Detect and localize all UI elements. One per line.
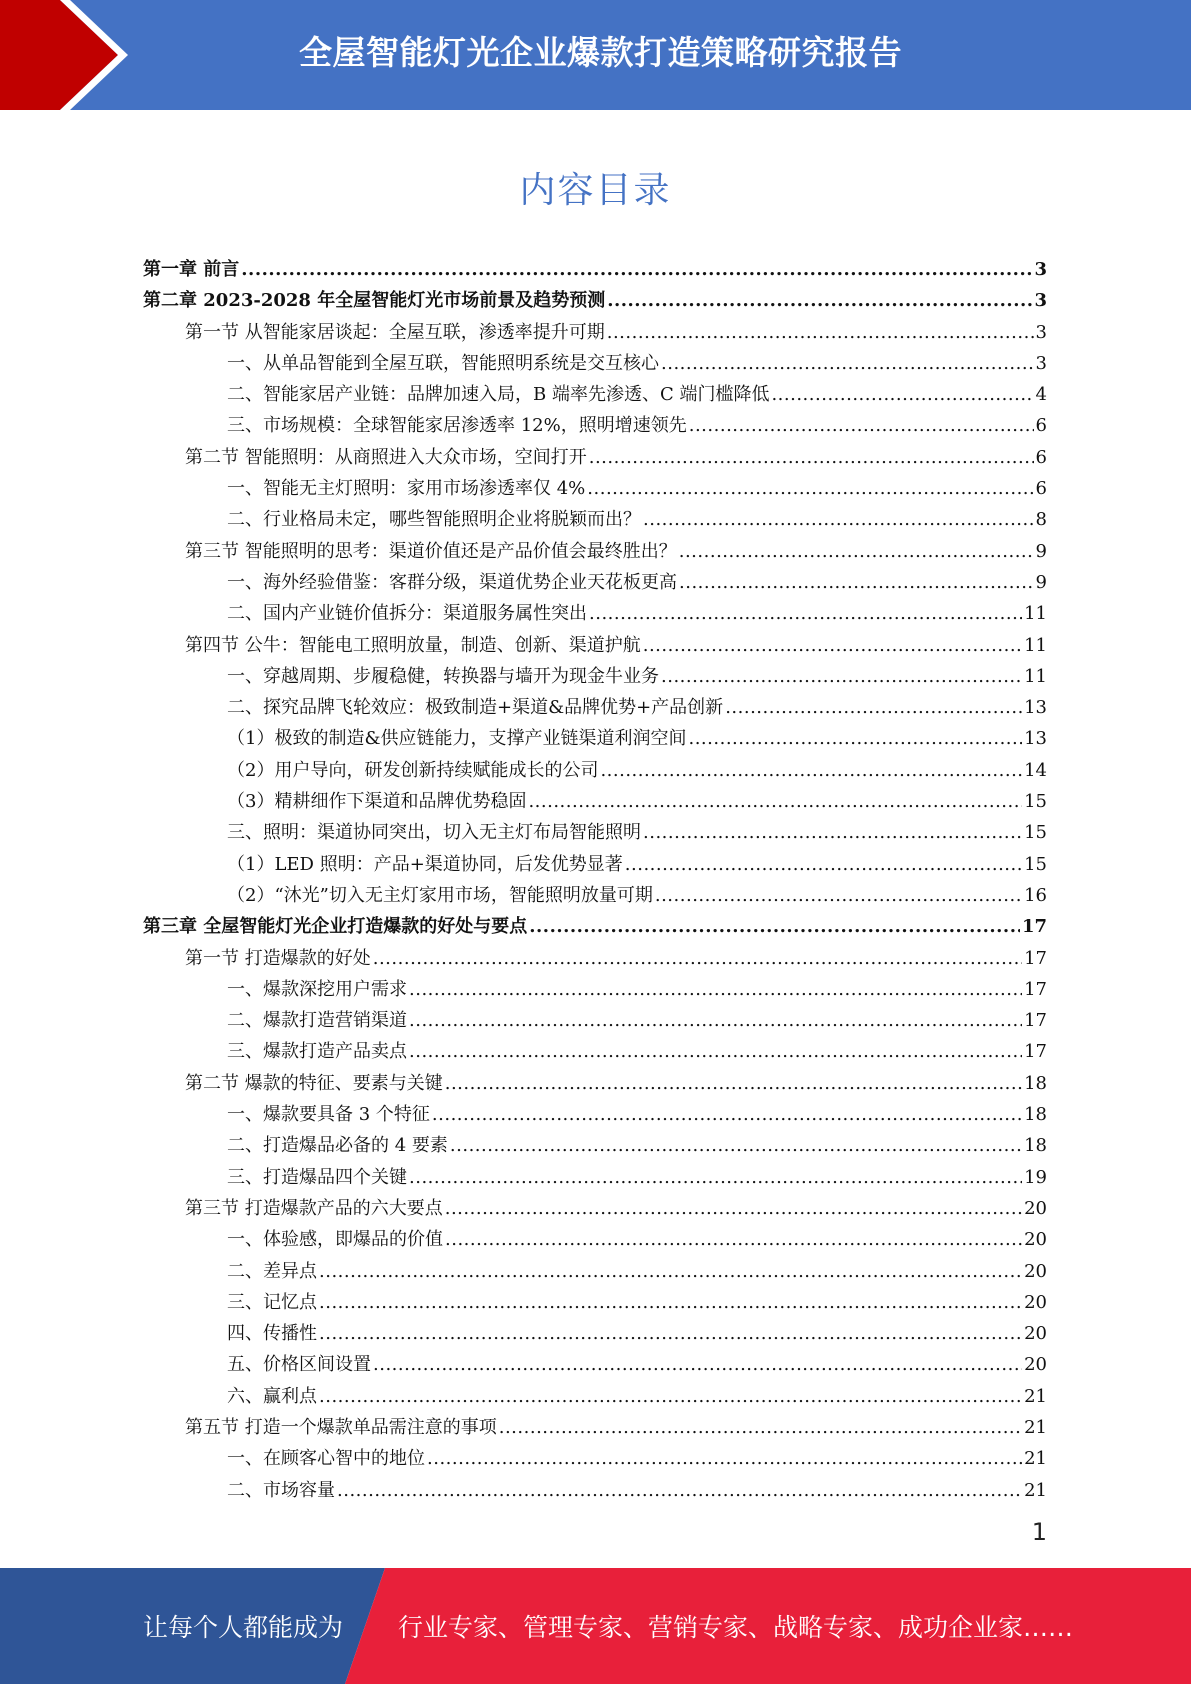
footer-slogan-left: 让每个人都能成为	[143, 1613, 344, 1642]
toc-entry-label: 四、传播性	[227, 1323, 317, 1345]
toc-entry[interactable]	[143, 661, 1047, 692]
toc-entry-page: 17	[1024, 978, 1047, 1000]
toc-entry-page: 21	[1024, 1479, 1047, 1501]
toc-dot-leader	[319, 1318, 1022, 1349]
toc-entry[interactable]	[143, 379, 1047, 410]
toc-entry-page: 18	[1024, 1072, 1047, 1094]
toc-entry[interactable]	[143, 817, 1047, 848]
toc-entry[interactable]	[143, 630, 1047, 661]
toc-entry[interactable]	[143, 1099, 1047, 1130]
toc-entry[interactable]	[143, 723, 1047, 754]
toc-entry-label: 三、爆款打造产品卖点	[227, 1041, 407, 1063]
toc-entry[interactable]	[143, 1130, 1047, 1161]
toc-dot-leader	[661, 661, 1022, 692]
toc-entry-label: （2）用户导向，研发创新持续赋能成长的公司	[227, 759, 599, 781]
toc-entry-label: 二、探究品牌飞轮效应：极致制造+渠道&品牌优势+产品创新	[227, 697, 724, 719]
toc-entry-page: 3	[1034, 290, 1047, 312]
toc-entry[interactable]	[143, 1068, 1047, 1099]
toc-entry-page: 15	[1024, 791, 1047, 813]
toc-entry[interactable]	[143, 1162, 1047, 1193]
toc-entry-label: 二、爆款打造营销渠道	[227, 1010, 407, 1032]
toc-entry-label: 一、爆款深挖用户需求	[227, 978, 407, 1000]
toc-entry-page: 11	[1024, 603, 1047, 625]
toc-entry-label: 二、打造爆品必备的 4 要素	[227, 1135, 448, 1157]
header-banner	[0, 0, 1191, 110]
toc-entry-label: 一、穿越周期、步履稳健，转换器与墙开为现金牛业务	[227, 665, 659, 687]
toc-entry-page: 11	[1024, 665, 1047, 687]
toc-entry-label: 第二节 爆款的特征、要素与关键	[185, 1072, 443, 1094]
toc-entry[interactable]	[143, 254, 1047, 285]
toc-entry-page: 14	[1024, 759, 1047, 781]
toc-dot-leader	[319, 1287, 1022, 1318]
toc-entry-label: 六、赢利点	[227, 1385, 317, 1407]
toc-dot-leader	[373, 943, 1022, 974]
toc-entry-page: 9	[1035, 540, 1047, 562]
toc-dot-leader	[432, 1099, 1022, 1130]
toc-entry-label: 一、从单品智能到全屋互联，智能照明系统是交互核心	[227, 352, 659, 374]
toc-entry-page: 6	[1035, 478, 1047, 500]
toc-entry[interactable]	[143, 1318, 1047, 1349]
toc-entry-label: 一、智能无主灯照明：家用市场渗透率仅 4%	[227, 478, 586, 500]
toc-entry-label: 第三节 打造爆款产品的六大要点	[185, 1197, 443, 1219]
toc-dot-leader	[607, 317, 1034, 348]
toc-entry[interactable]	[143, 1287, 1047, 1318]
toc-entry[interactable]	[143, 1443, 1047, 1474]
toc-entry-label: （3）精耕细作下渠道和品牌优势稳固	[227, 791, 527, 813]
toc-entry[interactable]	[143, 849, 1047, 880]
toc-entry-label: 一、海外经验借鉴：客群分级，渠道优势企业天花板更高	[227, 571, 677, 593]
toc-entry-label: 一、在顾客心智中的地位	[227, 1448, 425, 1470]
toc-entry[interactable]	[143, 943, 1047, 974]
toc-dot-leader	[427, 1443, 1022, 1474]
toc-entry-page: 6	[1035, 415, 1047, 437]
toc-entry-page: 20	[1024, 1354, 1047, 1376]
table-of-contents	[143, 254, 1047, 1506]
toc-dot-leader	[319, 1381, 1022, 1412]
toc-entry-label: 第三章 全屋智能灯光企业打造爆款的好处与要点	[143, 916, 528, 938]
toc-entry-label: 二、差异点	[227, 1260, 317, 1282]
toc-entry[interactable]	[143, 1381, 1047, 1412]
toc-entry-page: 13	[1024, 697, 1047, 719]
toc-entry-page: 3	[1035, 321, 1047, 343]
toc-entry-page: 21	[1024, 1448, 1047, 1470]
toc-dot-leader	[445, 1193, 1022, 1224]
toc-entry-page: 15	[1024, 822, 1047, 844]
footer-slogan-right: 行业专家、管理专家、营销专家、战略专家、成功企业家……	[398, 1613, 1074, 1642]
toc-entry-page: 13	[1024, 728, 1047, 750]
toc-entry[interactable]	[143, 911, 1047, 942]
toc-dot-leader	[661, 348, 1034, 379]
toc-entry-label: 五、价格区间设置	[227, 1354, 371, 1376]
toc-dot-leader	[625, 849, 1022, 880]
toc-entry-page: 4	[1035, 384, 1047, 406]
toc-entry-label: 第二节 智能照明：从商照进入大众市场，空间打开	[185, 446, 587, 468]
toc-entry-page: 9	[1035, 571, 1047, 593]
toc-entry-label: 第三节 智能照明的思考：渠道价值还是产品价值会最终胜出？	[185, 540, 677, 562]
toc-entry[interactable]	[143, 442, 1047, 473]
toc-entry[interactable]	[143, 880, 1047, 911]
toc-entry[interactable]	[143, 1349, 1047, 1380]
toc-dot-leader	[445, 1068, 1022, 1099]
toc-entry-page: 18	[1024, 1135, 1047, 1157]
toc-entry-page: 20	[1024, 1260, 1047, 1282]
toc-entry[interactable]	[143, 1256, 1047, 1287]
toc-heading: 内容目录	[519, 170, 672, 211]
toc-dot-leader	[679, 567, 1034, 598]
toc-entry[interactable]	[143, 504, 1047, 535]
toc-dot-leader	[643, 630, 1022, 661]
toc-entry-page: 16	[1024, 884, 1047, 906]
toc-entry-page: 8	[1035, 509, 1047, 531]
toc-dot-leader	[771, 379, 1033, 410]
toc-entry-label: 第五节 打造一个爆款单品需注意的事项	[185, 1416, 497, 1438]
toc-entry[interactable]	[143, 1036, 1047, 1067]
toc-dot-leader	[528, 786, 1022, 817]
toc-dot-leader	[529, 911, 1020, 942]
toc-entry-label: （2）“沐光”切入无主灯家用市场，智能照明放量可期	[227, 884, 653, 906]
toc-dot-leader	[319, 1256, 1022, 1287]
footer-banner	[0, 1568, 1191, 1684]
toc-entry-label: 第一章 前言	[143, 259, 240, 280]
toc-entry-label: （1）LED 照明：产品+渠道协同，后发优势显著	[227, 853, 623, 875]
toc-entry-page: 20	[1024, 1323, 1047, 1345]
toc-dot-leader	[655, 880, 1022, 911]
toc-entry-page: 18	[1024, 1104, 1047, 1126]
toc-dot-leader	[679, 536, 1034, 567]
toc-entry[interactable]	[143, 536, 1047, 567]
toc-entry-label: 二、国内产业链价值拆分：渠道服务属性突出	[227, 603, 587, 625]
toc-dot-leader	[600, 755, 1022, 786]
toc-entry[interactable]	[143, 974, 1047, 1005]
toc-entry-label: 第四节 公牛：智能电工照明放量，制造、创新、渠道护航	[185, 634, 641, 656]
toc-dot-leader	[643, 504, 1034, 535]
toc-entry-page: 21	[1024, 1416, 1047, 1438]
toc-dot-leader	[607, 285, 1032, 316]
toc-entry-label: 一、爆款要具备 3 个特征	[227, 1104, 430, 1126]
toc-entry-page: 17	[1024, 947, 1047, 969]
toc-entry-page: 17	[1021, 916, 1047, 938]
toc-entry-label: 三、记忆点	[227, 1291, 317, 1313]
toc-entry-page: 17	[1024, 1010, 1047, 1032]
toc-dot-leader	[499, 1412, 1022, 1443]
toc-entry-page: 3	[1035, 352, 1047, 374]
toc-dot-leader	[373, 1349, 1022, 1380]
toc-entry[interactable]	[143, 692, 1047, 723]
toc-entry-label: 一、体验感，即爆品的价值	[227, 1229, 443, 1251]
toc-dot-leader	[409, 1036, 1022, 1067]
toc-entry-label: 第一节 打造爆款的好处	[185, 947, 371, 969]
toc-entry-page: 17	[1024, 1041, 1047, 1063]
toc-dot-leader	[589, 442, 1034, 473]
toc-dot-leader	[409, 1162, 1022, 1193]
toc-dot-leader	[337, 1475, 1022, 1506]
toc-entry-label: （1）极致的制造&供应链能力，支撑产业链渠道利润空间	[227, 728, 687, 750]
toc-entry[interactable]	[143, 1224, 1047, 1255]
report-title: 全屋智能灯光企业爆款打造策略研究报告	[299, 33, 902, 72]
toc-entry-label: 二、智能家居产业链：品牌加速入局，B 端率先渗透、C 端门槛降低	[227, 384, 770, 406]
toc-entry[interactable]	[143, 567, 1047, 598]
toc-entry-page: 3	[1034, 259, 1047, 280]
toc-dot-leader	[587, 473, 1033, 504]
toc-entry-page: 11	[1024, 634, 1047, 656]
toc-dot-leader	[409, 974, 1022, 1005]
toc-entry-label: 三、打造爆品四个关键	[227, 1166, 407, 1188]
toc-dot-leader	[241, 254, 1032, 285]
toc-entry-page: 15	[1024, 853, 1047, 875]
toc-entry[interactable]	[143, 1475, 1047, 1506]
toc-entry-label: 第一节 从智能家居谈起：全屋互联，渗透率提升可期	[185, 321, 605, 343]
toc-dot-leader	[725, 692, 1022, 723]
toc-dot-leader	[643, 817, 1022, 848]
toc-entry[interactable]	[143, 1193, 1047, 1224]
toc-dot-leader	[589, 598, 1022, 629]
toc-entry[interactable]	[143, 598, 1047, 629]
toc-entry-label: 二、市场容量	[227, 1479, 335, 1501]
toc-entry[interactable]	[143, 410, 1047, 441]
toc-entry[interactable]	[143, 285, 1047, 316]
toc-entry-label: 第二章 2023-2028 年全屋智能灯光市场前景及趋势预测	[143, 290, 606, 312]
page-number: 1	[1031, 1518, 1047, 1546]
toc-entry[interactable]	[143, 348, 1047, 379]
toc-entry-label: 三、照明：渠道协同突出，切入无主灯布局智能照明	[227, 822, 641, 844]
toc-dot-leader	[450, 1130, 1022, 1161]
toc-entry-label: 三、市场规模：全球智能家居渗透率 12%，照明增速领先	[227, 415, 687, 437]
toc-entry-page: 21	[1024, 1385, 1047, 1407]
toc-dot-leader	[445, 1224, 1022, 1255]
toc-entry-label: 二、行业格局未定，哪些智能照明企业将脱颖而出？	[227, 509, 641, 531]
toc-dot-leader	[688, 723, 1022, 754]
toc-entry-page: 19	[1024, 1166, 1047, 1188]
toc-entry[interactable]	[143, 755, 1047, 786]
toc-dot-leader	[409, 1005, 1022, 1036]
toc-entry[interactable]	[143, 317, 1047, 348]
toc-entry-page: 20	[1024, 1229, 1047, 1251]
toc-entry[interactable]	[143, 786, 1047, 817]
toc-entry[interactable]	[143, 1412, 1047, 1443]
toc-entry-page: 6	[1035, 446, 1047, 468]
toc-entry[interactable]	[143, 1005, 1047, 1036]
toc-entry-page: 20	[1024, 1291, 1047, 1313]
toc-dot-leader	[689, 410, 1034, 441]
toc-entry-page: 20	[1024, 1197, 1047, 1219]
toc-entry[interactable]	[143, 473, 1047, 504]
